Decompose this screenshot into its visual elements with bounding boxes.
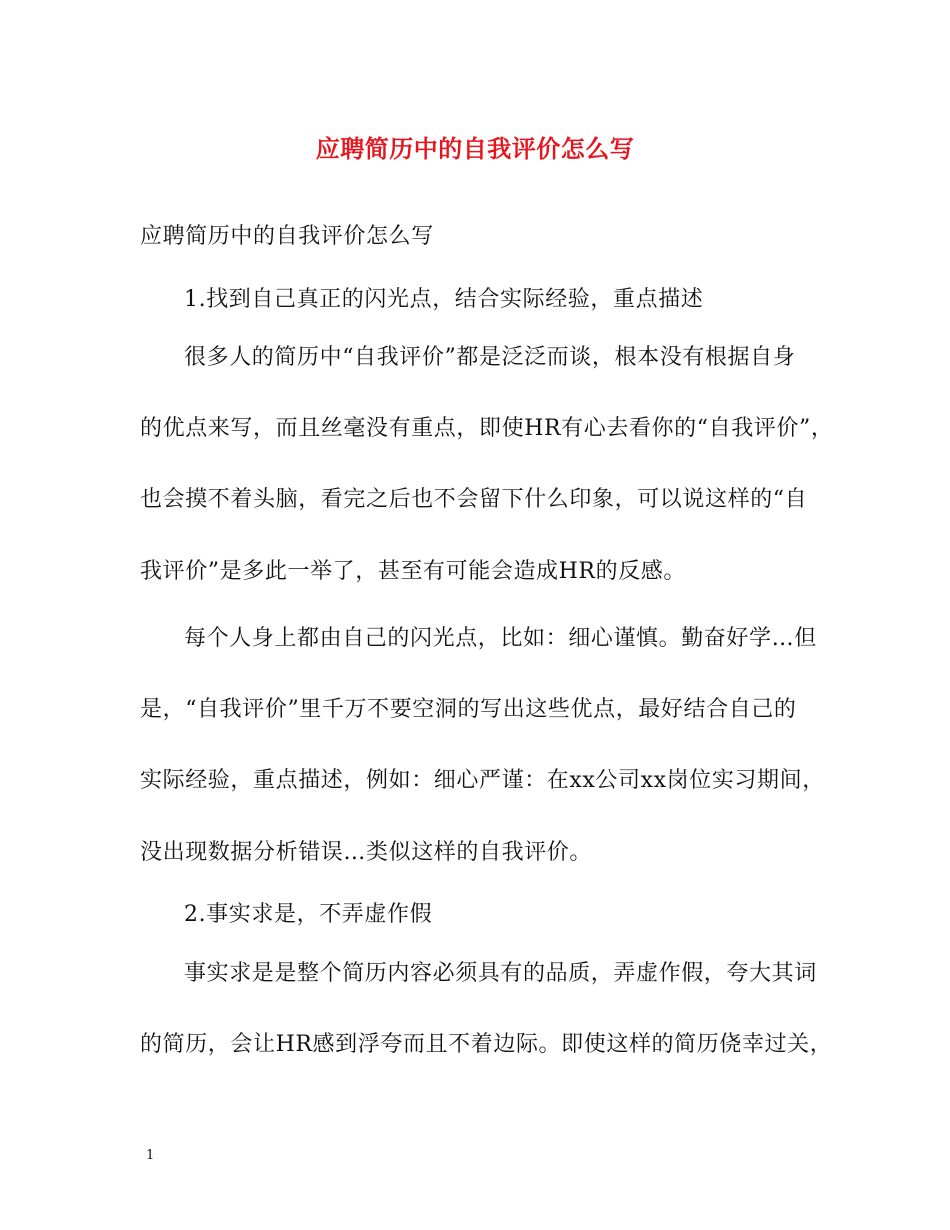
paragraph-line: 没出现数据分析错误…类似这样的自我评价。 [140, 840, 593, 865]
paragraph-line: 的优点来写，而且丝毫没有重点，即使HR有心去看你的“自我评价”， [140, 416, 834, 441]
paragraph-line: 我评价”是多此一举了，甚至有可能会造成HR的反感。 [140, 559, 686, 584]
document-title: 应聘简历中的自我评价怎么写 [315, 134, 635, 163]
page-number: 1 [146, 1148, 155, 1163]
section-heading: 应聘简历中的自我评价怎么写 [140, 224, 434, 249]
paragraph-line: 每个人身上都由自己的闪光点，比如：细心谨慎。勤奋好学…但 [184, 626, 817, 651]
paragraph-line: 是，“自我评价”里千万不要空洞的写出这些优点，最好结合自己的 [140, 697, 797, 722]
paragraph-line: 事实求是是整个简历内容必须具有的品质，弄虚作假，夸大其词 [184, 961, 817, 986]
point-heading-2: 2.事实求是，不弄虚作假 [184, 902, 433, 927]
point-heading-1: 1.找到自己真正的闪光点，结合实际经验，重点描述 [184, 287, 704, 312]
paragraph-line: 的简历，会让HR感到浮夸而且不着边际。即使这样的简历侥幸过关， [140, 1032, 833, 1057]
paragraph-line: 实际经验，重点描述，例如：细心严谨：在xx公司xx岗位实习期间， [140, 768, 825, 793]
paragraph-line: 很多人的简历中“自我评价”都是泛泛而谈，根本没有根据自身 [184, 345, 796, 370]
paragraph-line: 也会摸不着头脑，看完之后也不会留下什么印象，可以说这样的“自 [140, 487, 808, 512]
